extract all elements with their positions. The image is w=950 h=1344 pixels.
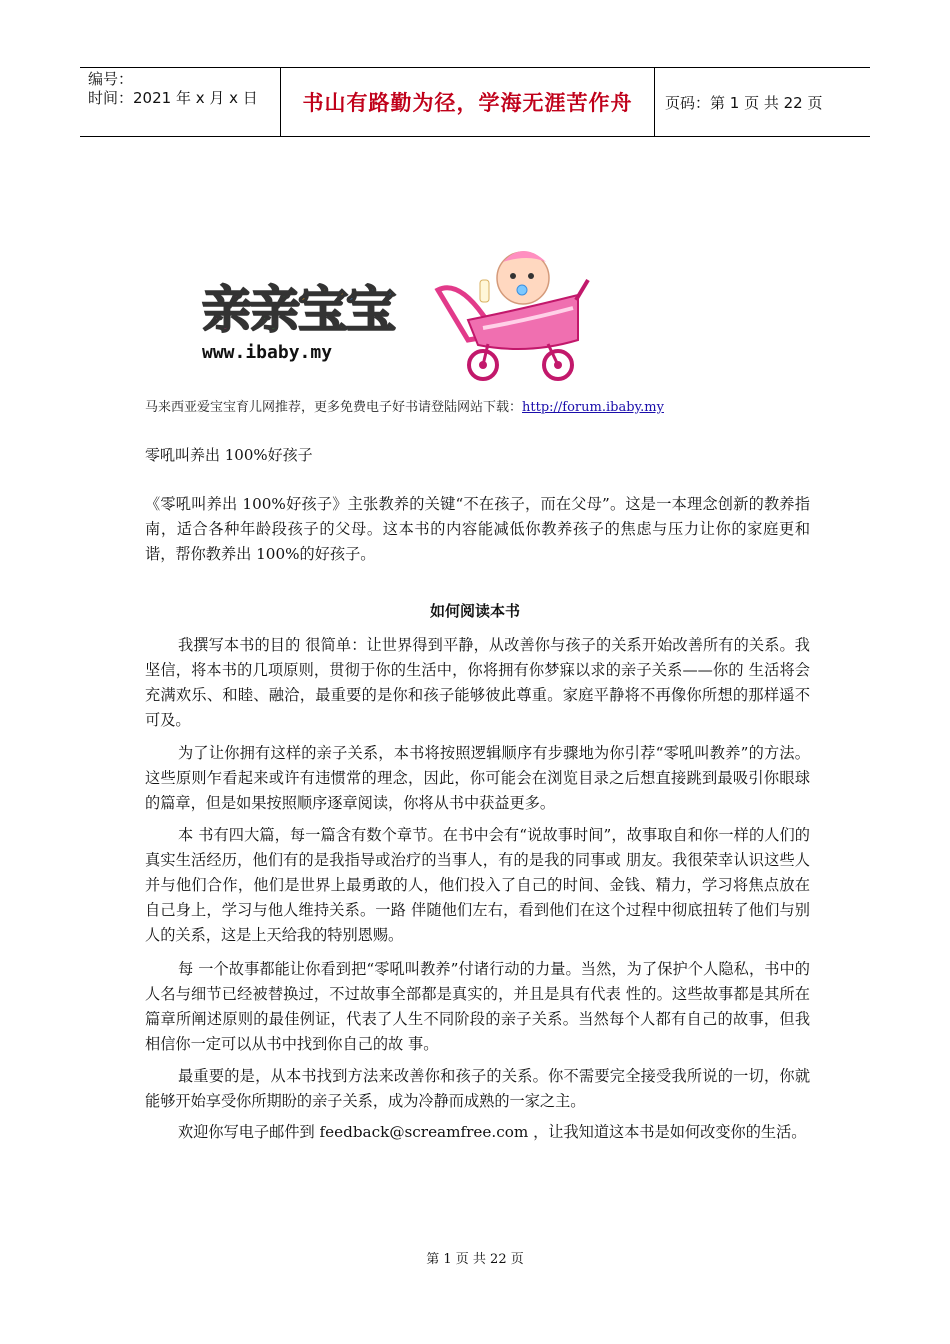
body-paragraph: 每 一个故事都能让你看到把“零吼叫教养”付诸行动的力量。当然，为了保护个人隐私，书中的人名与细节已经被替换过，不过故事全部都是真实的，并且是具有代表 性的。这些故事都是其所在篇章所阐述原则的最佳例证，代表了人生不同阶段的亲子关系。当然每个人都有自己的故事，但我相信你一定可以从书中找到你自己的故 事。 [145, 960, 810, 1053]
section-title: 如何阅读本书 [429, 602, 520, 620]
body-paragraph: 为了让你拥有这样的亲子关系，本书将按照逻辑顺序有步骤地为你引荐“零吼叫教养”的方法。这些原则乍看起来或许有违惯常的理念，因此，你可能会在浏览目录之后想直接跳到最吸引你眼球的篇章，但是如果按照顺序逐章阅读，你将从书中获益更多。 [145, 744, 810, 812]
logo-char: 宝 [346, 281, 394, 339]
body-paragraph: 本 书有四大篇，每一篇含有数个章节。在书中会有“说故事时间”，故事取自和你一样的人们的真实生活经历，他们有的是我指导或治疗的当事人，有的是我的同事或 朋友。我很荣幸认识这些人并与他们合作，他们是世界上最勇敢的人，他们投入了自己的时间、金钱、精力，学习将焦点放在自己身上，学习与他人维持关系。一路 伴随他们左右，看到他们在这个过程中彻底扭转了他们与别人的关系，这是上天给我的特别恩赐。 [145, 826, 810, 944]
page-header [80, 67, 870, 137]
logo-char: 亲 [202, 281, 250, 339]
page-footer: 第 1 页 共 22 页 [426, 1252, 524, 1267]
body-paragraph: 欢迎你写电子邮件到 feedback@screamfree.com ，让我知道这本书是如何改变你的生活。 [178, 1123, 807, 1141]
ibaby-logo [196, 240, 616, 385]
motto: 书山有路勤为径，学海无涯苦作舟 [281, 68, 655, 136]
body-paragraph: 我撰写本书的目的 很简单：让世界得到平静，从改善你与孩子的关系开始改善所有的关系。我坚信，将本书的几项原则，贯彻于你的生活中，你将拥有你梦寐以求的亲子关系——你的 生活将会充满欢乐、和睦、融洽，最重要的是你和孩子能够彼此尊重。家庭平静将不再像你所想的那样遥不可及。 [145, 636, 810, 729]
logo-url: www.ibaby.my [202, 342, 333, 363]
baby-stroller-icon [428, 240, 598, 385]
body-paragraph: 最重要的是，从本书找到方法来改善你和孩子的关系。你不需要完全接受我所说的一切，你就能够开始享受你所期盼的亲子关系，成为冷静而成熟的一家之主。 [145, 1067, 810, 1110]
document-title: 零吼叫养出 100%好孩子 [145, 446, 313, 464]
logo-char: 宝 [298, 281, 346, 339]
promo-line [145, 396, 664, 415]
intro-paragraph: 《零吼叫养出 100%好孩子》主张教养的关键“不在孩子，而在父母”。这是一本理念创新的教养指南，适合各种年龄段孩子的父母。这本书的内容能减低你教养孩子的焦虑与压力让你的家庭更和谐，帮你教养出 100%的好孩子。 [145, 495, 810, 563]
logo-char: 亲 [250, 281, 298, 339]
number-label: 编号： [88, 70, 134, 88]
forum-link[interactable]: http://forum.ibaby.my [522, 400, 664, 415]
date-label: 时间：2021 年 x 月 x 日 [88, 89, 258, 107]
page-info: 页码：第 1 页 共 22 页 [665, 93, 823, 112]
promo-text: 马来西亚爱宝宝育儿网推荐，更多免费电子好书请登陆网站下载： [145, 400, 523, 415]
header-meta [80, 68, 281, 136]
logo-title [202, 270, 394, 342]
